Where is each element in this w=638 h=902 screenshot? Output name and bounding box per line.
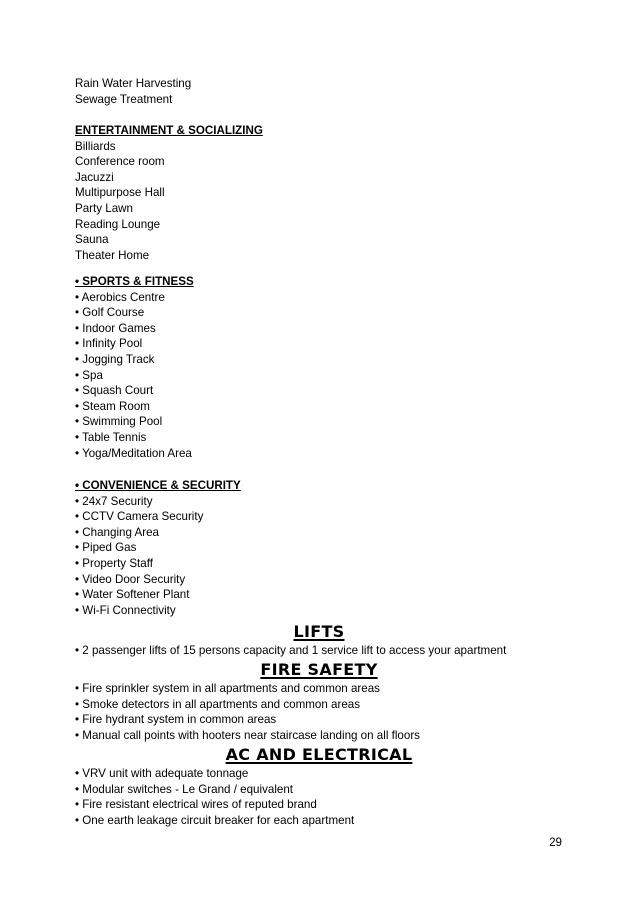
list-item: • Wi-Fi Connectivity xyxy=(75,603,176,617)
list-item: • 24x7 Security xyxy=(75,494,153,508)
list-item: • Fire hydrant system in common areas xyxy=(75,713,277,727)
lifts-section xyxy=(75,643,575,659)
page-number: 29 xyxy=(549,836,562,849)
list-item: Party Lawn xyxy=(75,201,133,215)
sports-section xyxy=(75,274,575,461)
fire-safety-title: FIRE SAFETY xyxy=(260,660,378,679)
ac-electrical-title: AC AND ELECTRICAL xyxy=(225,745,413,764)
lifts-title: LIFTS xyxy=(293,622,345,641)
fire-safety-section xyxy=(75,681,575,743)
list-item: • Manual call points with hooters near staircase landing on all floors xyxy=(75,728,420,742)
list-item: • Table Tennis xyxy=(75,430,147,444)
list-item: Rain Water Harvesting xyxy=(75,77,192,90)
list-item: • Video Door Security xyxy=(75,572,186,586)
list-item: Conference room xyxy=(75,155,165,169)
list-item: • Modular switches - Le Grand / equivalent xyxy=(75,782,294,796)
list-item: • Squash Court xyxy=(75,384,154,398)
list-item: • Water Softener Plant xyxy=(75,588,190,602)
list-item: Multipurpose Hall xyxy=(75,186,165,200)
list-item: • Steam Room xyxy=(75,399,150,413)
utilities-list xyxy=(75,76,575,107)
list-item: • Infinity Pool xyxy=(75,337,143,351)
list-item: Jacuzzi xyxy=(75,170,114,184)
list-item: Theater Home xyxy=(75,248,150,262)
list-item: • Changing Area xyxy=(75,525,159,539)
list-item: • Indoor Games xyxy=(75,321,156,335)
sports-heading: • SPORTS & FITNESS xyxy=(75,275,194,288)
entertainment-section xyxy=(75,123,575,263)
list-item: Sauna xyxy=(75,233,109,247)
entertainment-heading: ENTERTAINMENT & SOCIALIZING xyxy=(75,124,263,137)
list-item: • CCTV Camera Security xyxy=(75,510,204,524)
list-item: • Jogging Track xyxy=(75,352,155,366)
list-item: • VRV unit with adequate tonnage xyxy=(75,767,249,780)
list-item: • Fire resistant electrical wires of reputed brand xyxy=(75,798,317,812)
list-item: • Yoga/Meditation Area xyxy=(75,446,192,460)
list-item: Reading Lounge xyxy=(75,217,161,231)
list-item: • Spa xyxy=(75,368,103,382)
list-item: • 2 passenger lifts of 15 persons capacity and 1 service lift to access your apartment xyxy=(75,644,507,657)
list-item: • Piped Gas xyxy=(75,541,137,555)
list-item: • Swimming Pool xyxy=(75,415,163,429)
list-item: • One earth leakage circuit breaker for each apartment xyxy=(75,813,355,827)
list-item: • Golf Course xyxy=(75,306,145,320)
list-item: • Smoke detectors in all apartments and common areas xyxy=(75,697,361,711)
list-item: • Aerobics Centre xyxy=(75,290,165,304)
list-item: • Fire sprinkler system in all apartments and common areas xyxy=(75,682,380,695)
list-item: • Property Staff xyxy=(75,556,153,570)
convenience-heading: • CONVENIENCE & SECURITY xyxy=(75,479,241,492)
ac-electrical-section xyxy=(75,766,575,828)
list-item: Sewage Treatment xyxy=(75,92,173,106)
list-item: Billiards xyxy=(75,139,116,153)
convenience-section xyxy=(75,478,575,618)
